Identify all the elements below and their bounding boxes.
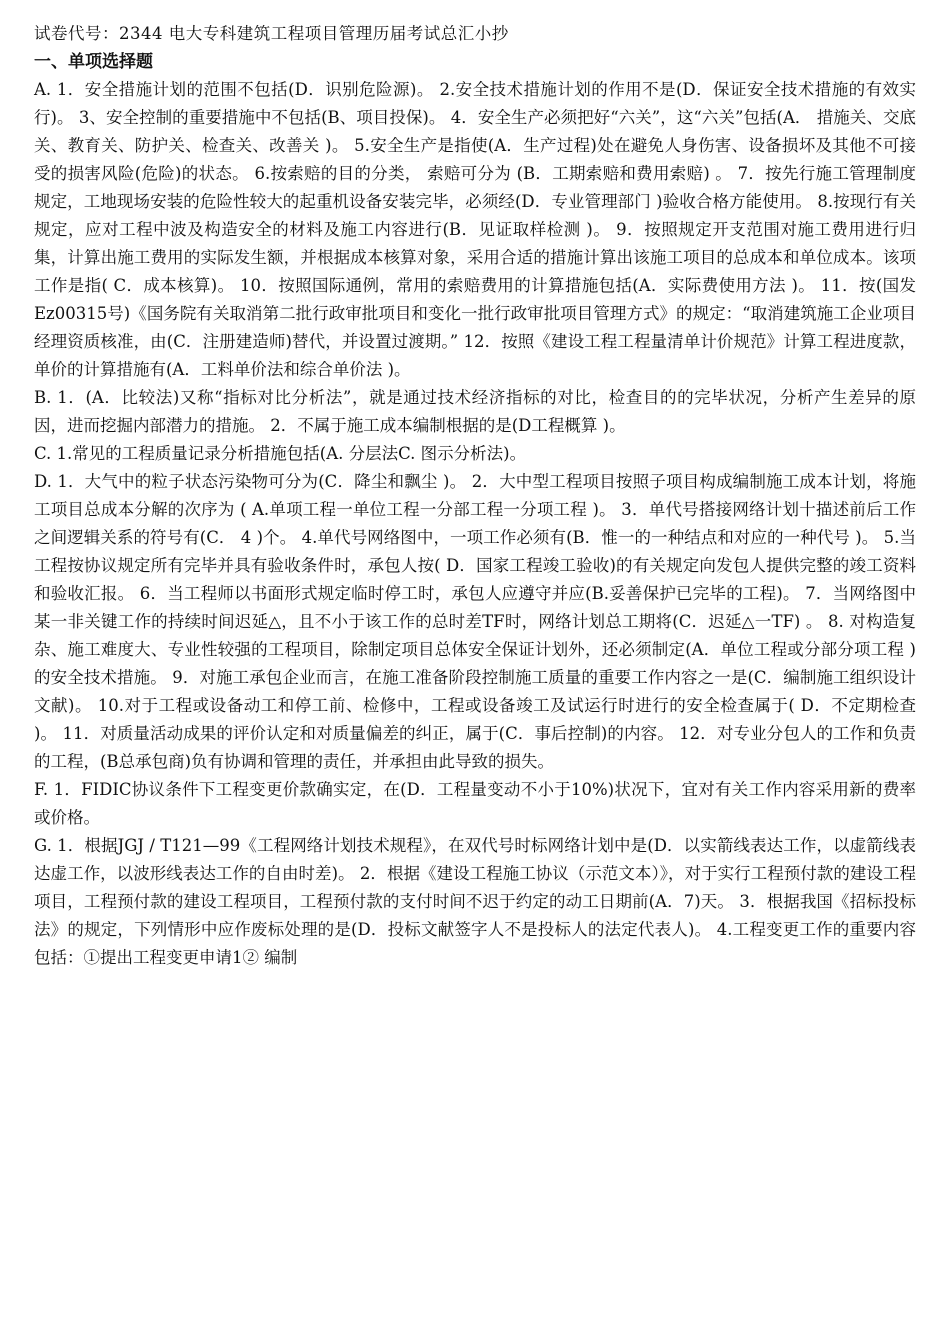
section-d-paragraph: D. 1．大气中的粒子状态污染物可分为(C．降尘和飘尘 )。 2．大中型工程项目按照子项目构成编制施工成本计划，将施工项目总成本分解的次序为 ( A.单项工程一单位工程一分部工程一分项工程 )。 3．单代号搭接网络计划十描述前后工作之间逻辑关系的符号有(C． 4 )个。 4.单代号网络图中，一项工作必须有(B．惟一的一种结点和对应的一种代号 )。 5.当工程按协议规定所有完毕并具有验收条件时，承包人按( D．国家工程竣工验收)的有关规定向发包人提供完整的竣工资料和验收汇报。 6．当工程师以书面形式规定临时停工时，承包人应遵守并应(B.妥善保护已完毕的工程)。 7．当网络图中某一非关键工作的持续时间迟延△，且不小于该工作的总时差TF时，网络计划总工期将(C．迟延△一TF) 。 8. 对构造复杂、施工难度大、专业性较强的工程项目，除制定项目总体安全保证计划外，还必须制定(A．单位工程或分部分项工程 )的安全技术措施。 9．对施工承包企业而言，在施工准备阶段控制施工质量的重要工作内容之一是(C．编制施工组织设计文献)。 10.对于工程或设备动工和停工前、检修中，工程或设备竣工及试运行时进行的安全检查属于( D．不定期检查 )。 11．对质量活动成果的评价认定和对质量偏差的纠正，属于(C．事后控制)的内容。 12．对专业分包人的工作和负责的工程，(B总承包商)负有协调和管理的责任，并承担由此导致的损失。	[34, 472, 916, 771]
section-b-paragraph: B. 1．(A．比较法)又称“指标对比分析法”，就是通过技术经济指标的对比，检查目的的完毕状况，分析产生差异的原因，进而挖掘内部潜力的措施。 2．不属于施工成本编制根据的是(D工程概算 )。	[34, 388, 916, 435]
section-heading: 一、单项选择题	[34, 52, 153, 72]
section-c-paragraph: C. 1.常见的工程质量记录分析措施包括(A. 分层法C. 图示分析法)。	[34, 444, 527, 463]
section-f-paragraph: F. 1．FIDIC协议条件下工程变更价款确实定，在(D．工程量变动不小于10%)状况下，宜对有关工作内容采用新的费率或价格。	[34, 780, 916, 827]
section-a-paragraph: A. 1．安全措施计划的范围不包括(D．识别危险源)。 2.安全技术措施计划的作用不是(D．保证安全技术措施的有效实行)。 3、安全控制的重要措施中不包括(B、项目投保)。 4．安全生产必须把好“六关”，这“六关”包括(A． 措施关、交底关、教育关、防护关、检查关、改善关 )。 5.安全生产是指使(A．生产过程)处在避免人身伤害、设备损坏及其他不可接受的损害风险(危险)的状态。 6.按索赔的目的分类， 索赔可分为 (B．工期索赔和费用索赔) 。 7．按先行施工管理制度规定，工地现场安装的危险性较大的起重机设备安装完毕，必须经(D．专业管理部门 )验收合格方能使用。 8.按现行有关规定，应对工程中波及构造安全的材料及施工内容进行(B．见证取样检测 )。 9．按照规定开支范围对施工费用进行归集，计算出施工费用的实际发生额，并根据成本核算对象，采用合适的措施计算出该施工项目的总成本和单位成本。该项工作是指( C．成本核算)。 10．按照国际通例，常用的索赔费用的计算措施包括(A．实际费使用方法 )。 11．按(国发Ez00315号)《国务院有关取消第二批行政审批项目和变化一批行政审批项目管理方式》的规定：“取消建筑施工企业项目经理资质核准，由(C．注册建造师)替代，并设置过渡期。” 12．按照《建设工程工程量清单计价规范》计算工程进度款，单价的计算措施有(A．工料单价法和综合单价法 )。	[34, 80, 916, 379]
document-title: 试卷代号：2344 电大专科建筑工程项目管理历届考试总汇小抄	[34, 24, 509, 43]
section-g-paragraph: G. 1．根据JGJ / T121—99《工程网络计划技术规程》，在双代号时标网络计划中是(D．以实箭线表达工作，以虚箭线表达虚工作，以波形线表达工作的自由时差)。 2．根据《建设工程施工协议（示范文本）》，对于实行工程预付款的建设工程项目，工程预付款的建设工程项目，工程预付款的支付时间不迟于约定的动工日期前(A．7)天。 3．根据我国《招标投标法》的规定，下列情形中应作废标处理的是(D．投标文献签字人不是投标人的法定代表人)。 4.工程变更工作的重要内容包括：①提出工程变更申请1② 编制	[34, 836, 916, 967]
